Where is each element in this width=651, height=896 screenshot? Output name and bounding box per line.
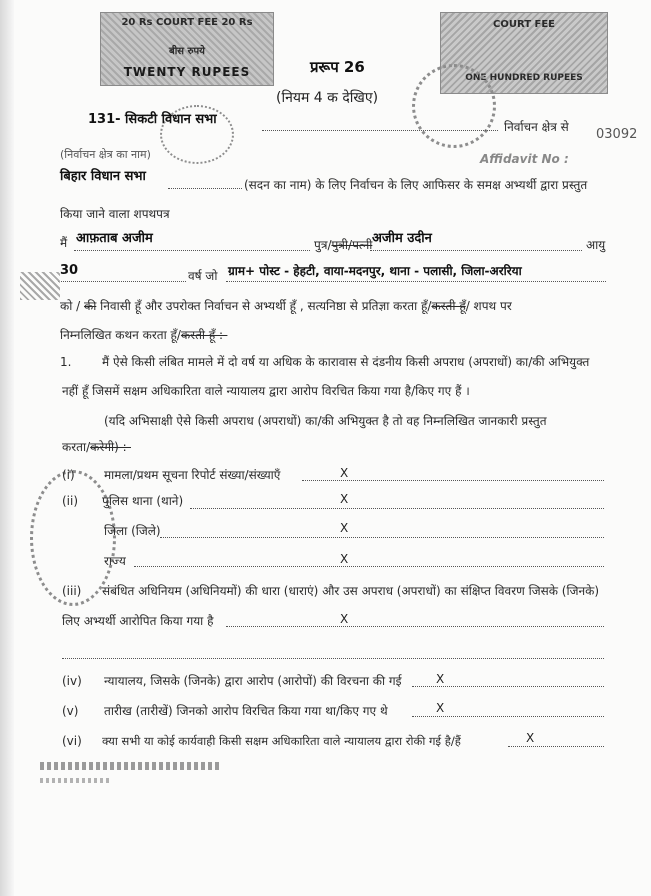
stamp-left-mid: बीस रुपये xyxy=(168,46,205,57)
item3-number: (iii) xyxy=(62,584,82,598)
residence-struck1: की xyxy=(84,299,97,313)
stamp-number: 03092 xyxy=(596,127,638,142)
age-label: आयु xyxy=(586,238,606,252)
statement-line xyxy=(60,328,227,342)
field-i-value: X xyxy=(340,466,349,480)
age-value: 30 xyxy=(60,263,79,278)
house-text-line2: किया जाने वाला शपथपत्र xyxy=(60,207,170,221)
item1-note-line1: (यदि अभिसाक्षी ऐसे किसी अपराध (अपराधों) का/की अभियुक्त है तो वह निम्नलिखित जानकारी प्रस्तुत xyxy=(104,414,547,428)
field-iv-label: न्यायालय, जिसके (जिनके) द्वारा आरोप (आरोपों) की विरचना की गई xyxy=(104,674,402,688)
deponent-name-dots xyxy=(74,250,310,251)
item3-extra-line xyxy=(62,658,604,659)
residence-struck2: करती हूँ xyxy=(431,299,466,313)
item1-note-line2 xyxy=(62,440,131,454)
field-iv-value: X xyxy=(436,672,445,686)
field-ii-dots xyxy=(190,508,604,509)
address-dots xyxy=(226,281,606,282)
item3-line1: संबंधित अधिनियम (अधिनियमों) की धारा (धाराएं) और उस अपराध (अपराधों) का संक्षिप्त विवरण जिसके (जिनके) xyxy=(102,584,600,598)
field-state-dots xyxy=(134,566,604,567)
item1-number: 1. xyxy=(60,355,72,369)
father-name-dots xyxy=(370,250,582,251)
field-i-label: मामला/प्रथम सूचना रिपोर्ट संख्या/संख्याएँ xyxy=(104,468,281,482)
item3-value: X xyxy=(340,612,349,626)
field-iv-dots xyxy=(412,686,604,687)
rule-note: (नियम 4 क देखिए) xyxy=(276,90,379,106)
stamp-left-bottom: TWENTY RUPEES xyxy=(123,65,251,79)
notary-scribble-1 xyxy=(40,762,220,770)
field-i-dots xyxy=(302,480,604,481)
note-struck: करेगी) :- xyxy=(90,440,131,454)
constituency-label: (निर्वाचन क्षेत्र का नाम) xyxy=(60,148,151,161)
statement-pre: निम्नलिखित कथन करता हूँ/ xyxy=(60,328,181,342)
house-name: बिहार विधान सभा xyxy=(60,169,146,184)
stamp-right-bottom: ONE HUNDRED RUPEES xyxy=(465,73,583,83)
relation-putra: पुत्र/ xyxy=(314,238,332,252)
residence-end: / शपथ पर xyxy=(465,299,512,313)
house-text-line1: (सदन का नाम) के लिए निर्वाचन के लिए आफिसर के समक्ष अभ्यर्थी द्वारा प्रस्तुत xyxy=(244,178,588,192)
form-title: प्ररूप 26 xyxy=(310,58,365,76)
field-vi-number: (vi) xyxy=(62,734,82,748)
field-district-dots xyxy=(160,537,604,538)
field-v-value: X xyxy=(436,701,445,715)
note-pre: करता/ xyxy=(62,440,91,454)
relation-label xyxy=(314,238,372,252)
constituency-dots xyxy=(262,130,498,131)
age-suffix: वर्ष जो xyxy=(188,269,218,283)
item3-dots xyxy=(226,626,604,627)
residence-mid: निवासी हूँ और उपरोक्त निर्वाचन से अभ्यर्थी हूँ , सत्यनिष्ठा से प्रतिज्ञा करता हूँ/ xyxy=(96,299,432,313)
field-vi-label: क्या सभी या कोई कार्यवाही किसी सक्षम अधिकारिता वाले न्यायालय द्वारा रोकी गई है/हैं xyxy=(102,734,461,748)
deponent-name: आफ़ताब अजीम xyxy=(76,231,153,246)
notary-scribble-2 xyxy=(40,778,110,783)
field-vi-value: X xyxy=(526,731,535,745)
field-vi-dots xyxy=(508,746,604,747)
residence-pre: को / xyxy=(60,299,84,313)
stamp-left-top: 20 Rs COURT FEE 20 Rs xyxy=(121,17,253,28)
field-ii-value: X xyxy=(340,492,349,506)
page-edge xyxy=(0,0,14,896)
field-district-value: X xyxy=(340,521,349,535)
field-v-number: (v) xyxy=(62,704,79,718)
stamp-right-top: COURT FEE xyxy=(492,19,555,30)
field-v-label: तारीख (तारीखें) जिनको आरोप विरचित किया गया था/किए गए थे xyxy=(104,704,388,718)
field-state-value: X xyxy=(340,552,349,566)
deponent-prefix: मैं xyxy=(60,236,68,250)
margin-stamp-mark xyxy=(20,272,60,300)
age-dots xyxy=(58,281,186,282)
field-ii-label: पुलिस थाना (थाने) xyxy=(102,494,184,508)
field-v-dots xyxy=(412,716,604,717)
item3-line2: लिए अभ्यर्थी आरोपित किया गया है xyxy=(62,614,214,628)
statement-struck: करती हूँ :- xyxy=(180,328,228,342)
field-iv-number: (iv) xyxy=(62,674,82,688)
father-name: अजीम उदीन xyxy=(372,231,432,246)
address-value: ग्राम+ पोस्ट - हेहटी, वाया-मदनपुर, थाना - पलासी, जिला-अररिया xyxy=(228,264,522,278)
item1-line1: मैं ऐसे किसी लंबित मामले में दो वर्ष या अधिक के कारावास से दंडनीय किसी अपराध (अपराधों) का/की अभियुक्त xyxy=(102,355,590,369)
relation-struck: पुत्री/पत्नी xyxy=(331,238,373,252)
house-dots xyxy=(168,188,242,189)
affidavit-mark: Affidavit No : xyxy=(480,152,569,166)
round-seal-top xyxy=(412,64,496,148)
constituency-suffix: निर्वाचन क्षेत्र से xyxy=(504,120,569,134)
constituency-name: 131- सिकटी विधान सभा xyxy=(88,112,217,127)
court-fee-stamp-left xyxy=(100,12,274,86)
field-i-number: (i) xyxy=(62,468,75,482)
field-state-label: राज्य xyxy=(104,554,126,568)
field-district-label: जिला (जिले) xyxy=(104,524,161,538)
item1-line2: नहीं हूँ जिसमें सक्षम अधिकारिता वाले न्यायालय द्वारा आरोप विरचित किया गया है/किए गए हैं । xyxy=(62,384,470,398)
field-ii-number: (ii) xyxy=(62,494,79,508)
residence-line xyxy=(60,299,512,313)
